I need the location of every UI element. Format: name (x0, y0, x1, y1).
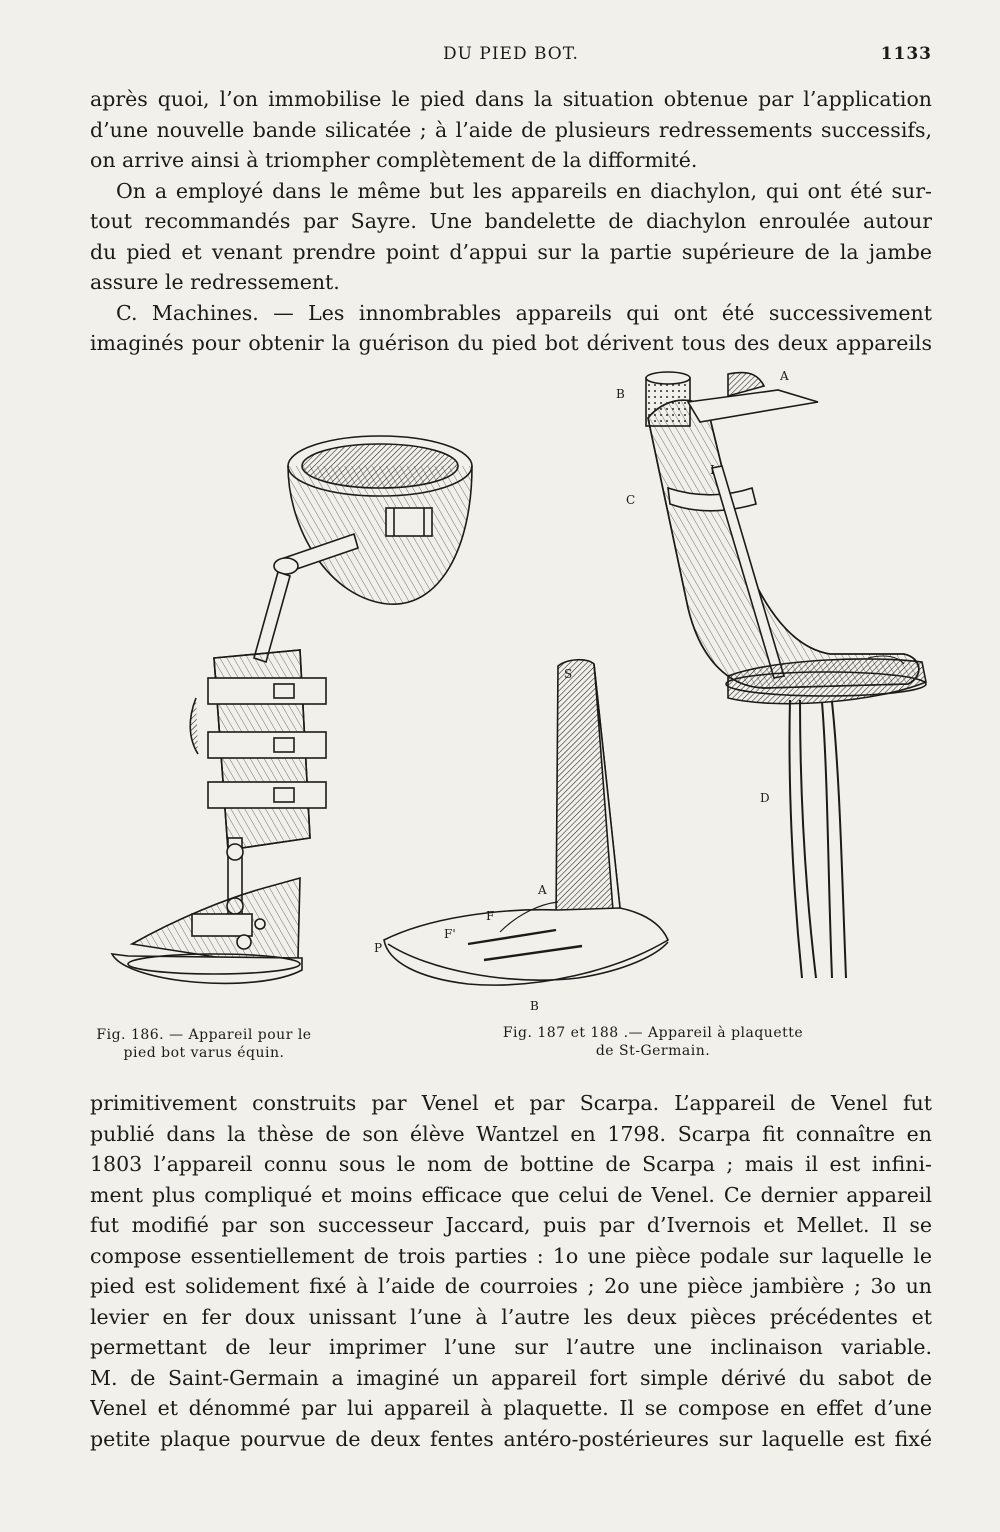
fig187-label: A (538, 883, 547, 897)
fig187-drawing (384, 660, 668, 985)
fig187-label: B (530, 999, 539, 1013)
fig188-drawing (646, 372, 926, 978)
figure-area (88, 358, 938, 1070)
fig188-label: D (760, 791, 770, 805)
caption-line: Fig. 186. — Appareil pour le (96, 1027, 312, 1043)
fig187-label: F' (444, 927, 456, 941)
text-line: d’une nouvelle bande silicatée ; à l’aide de plusieurs redressements successifs, (90, 117, 932, 142)
bottom-text-block (90, 1088, 932, 1454)
fig186-caption (90, 1026, 318, 1062)
fig188-label: A (780, 369, 789, 383)
text-line: 1803 l’appareil connu sous le nom de bottine de Scarpa ; mais il est infini- (90, 1152, 932, 1176)
caption-line: Fig. 187 et 188 .— Appareil à plaquette (502, 1025, 804, 1041)
text-line: on arrive ainsi à triompher complètement de la difformité. (90, 148, 698, 172)
page-number: 1133 (880, 44, 932, 64)
fig187-label: F (486, 909, 495, 923)
text-line: levier en fer doux unissant l’une à l’autre les deux pièces précédentes et (90, 1304, 932, 1329)
text-line: du pied et venant prendre point d’appui sur la partie supérieure de la jambe (90, 239, 932, 264)
fig188-label: I (710, 463, 715, 477)
fig188-label: C (626, 493, 636, 507)
text-line: primitivement construits par Venel et par Scarpa. L’appareil de Venel fut (90, 1091, 932, 1115)
text-line: C. Machines. — Les innombrables appareils qui ont été successivement (116, 300, 932, 325)
text-line: tout recommandés par Sayre. Une bandelette de diachylon enroulée autour (90, 209, 932, 233)
text-line: ment plus compliqué et moins efficace que celui de Venel. Ce dernier appareil (90, 1182, 932, 1207)
text-line: fut modifié par son successeur Jaccard, puis par d’Ivernois et Mellet. Il se (90, 1213, 932, 1237)
text-line: petite plaque pourvue de deux fentes antéro-postérieures sur laquelle est fixé (90, 1426, 932, 1451)
figure-illustrations (88, 358, 938, 1070)
top-text-block (90, 84, 932, 359)
text-line: compose essentiellement de trois parties : 1o une pièce podale sur laquelle le (90, 1243, 932, 1268)
fig187-label: P (374, 941, 383, 955)
running-header (90, 44, 932, 72)
text-line: imaginés pour obtenir la guérison du pied bot dérivent tous des deux appareils (90, 331, 932, 355)
running-title: DU PIED BOT. (443, 44, 579, 64)
caption-line: pied bot varus équin. (123, 1045, 285, 1061)
text-line: M. de Saint-Germain a imaginé un appareil fort simple dérivé du sabot de (90, 1365, 932, 1390)
text-line: On a employé dans le même but les appareils en diachylon, qui ont été sur- (116, 178, 932, 203)
fig187-caption (468, 1024, 838, 1060)
fig187-label: S (564, 667, 573, 681)
fig186-drawing (112, 436, 472, 983)
text-line: Venel et dénommé par lui appareil à plaquette. Il se compose en effet d’une (90, 1396, 932, 1420)
text-line: pied est solidement fixé à l’aide de courroies ; 2o une pièce jambière ; 3o un (90, 1274, 932, 1298)
text-line: permettant de leur imprimer l’une sur l’autre une inclinaison variable. (90, 1335, 932, 1359)
text-line: assure le redressement. (90, 270, 340, 294)
text-line: publié dans la thèse de son élève Wantzel en 1798. Scarpa fit connaître en (90, 1121, 932, 1146)
caption-line: de St-Germain. (595, 1043, 711, 1059)
text-line: après quoi, l’on immobilise le pied dans la situation obtenue par l’application (90, 87, 932, 111)
fig188-label: B (616, 387, 625, 401)
